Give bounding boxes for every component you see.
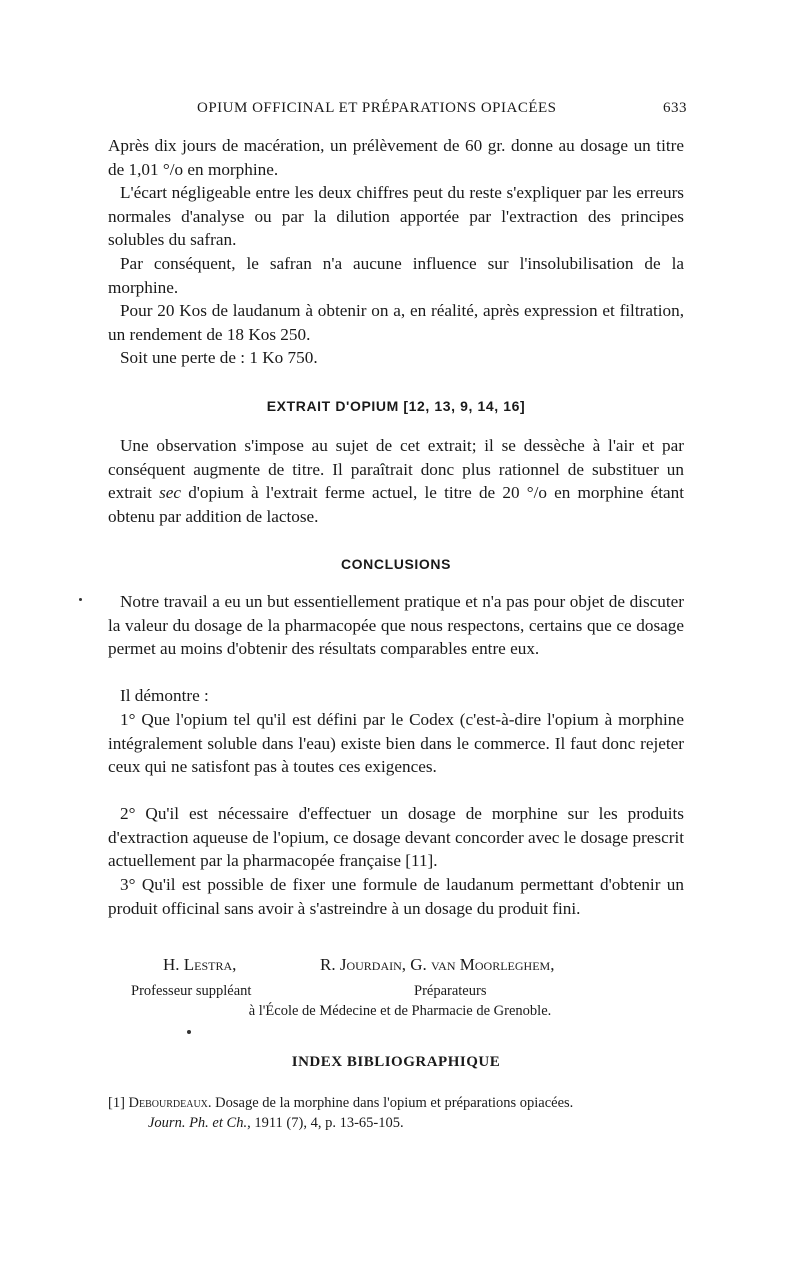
reference-journal: Journ. Ph. et Ch. <box>148 1115 248 1131</box>
margin-speck <box>187 1030 191 1034</box>
paragraph-maceration: Après dix jours de macération, un prélèvement de 60 gr. donne au dosage un titre de 1,01 °/o en morphine. <box>108 136 684 179</box>
signature-name-lestra: H. Lestra, <box>163 955 237 974</box>
paragraph-ecart: L'écart négligeable entre les deux chiffres peut du reste s'expliquer par les erreurs normales d'analyse ou par la dilution apportée par l'extraction des principes solubles du safran. <box>108 183 684 250</box>
reference-title: Dosage de la morphine dans l'opium et préparations opiacées. <box>211 1095 574 1111</box>
bibliography-heading: INDEX BIBLIOGRAPHIQUE <box>291 1054 501 1070</box>
extrait-text-before: Une observation s'impose au sujet de cet extrait; il se dessèche à l'air et par conséquent augmente de titre. Il paraîtrait donc plus rationnel de substituer un extrait <box>108 436 684 503</box>
running-head-title: OPIUM OFFICINAL ET PRÉPARATIONS OPIACÉES <box>197 100 557 116</box>
paragraph-consequent: Par conséquent, le safran n'a aucune influence sur l'insolubilisation de la morphine. <box>108 254 684 297</box>
reference-source <box>108 1113 688 1133</box>
extrait-text-italic: sec <box>159 483 182 503</box>
paragraph-rendement: Pour 20 Kos de laudanum à obtenir on a, en réalité, après expression et filtration, un rendement de 18 Kos 250. <box>108 301 684 344</box>
signature-name-jourdain-moorleghem: R. Jourdain, G. van Moorleghem, <box>320 955 555 974</box>
conclusion-point-2: 2° Qu'il est nécessaire d'effectuer un dosage de morphine sur les produits d'extraction aqueuse de l'opium, ce dosage devant concorder avec le dosage prescrit actuellement par la pharmacopée française [11]. <box>108 804 684 871</box>
conclusion-point-3: 3° Qu'il est possible de fixer une formule de laudanum permettant d'obtenir un produit officinal sans avoir à s'astreindre à un dosage du produit fini. <box>108 875 684 918</box>
signature-role-professeur: Professeur suppléant <box>131 983 252 999</box>
reference-author: Debourdeaux. <box>128 1095 212 1111</box>
extrait-text-after: d'opium à l'extrait ferme actuel, le titre de 20 °/o en morphine étant obtenu par addition de lactose. <box>108 483 684 526</box>
section-heading-extrait: EXTRAIT D'OPIUM [12, 13, 9, 14, 16] <box>266 398 526 414</box>
paragraph-conclusions-intro: Notre travail a eu un but essentiellement pratique et n'a pas pour objet de discuter la valeur du dosage de la pharmacopée que nous respectons, certains que ce dosage permet au moins d'obtenir des résultats comparables entre eux. <box>108 592 684 659</box>
paragraph-extrait <box>108 434 684 528</box>
signature-institution: à l'École de Médecine et de Pharmacie de Grenoble. <box>248 1003 552 1019</box>
running-head <box>0 100 800 124</box>
signature-role-preparateurs: Préparateurs <box>414 983 487 999</box>
reference-number: [1] <box>108 1095 125 1111</box>
reference-details: , 1911 (7), 4, p. 13-65-105. <box>247 1115 404 1131</box>
paragraph-perte: Soit une perte de : 1 Ko 750. <box>120 348 318 367</box>
conclusion-point-1: 1° Que l'opium tel qu'il est défini par le Codex (c'est-à-dire l'opium à morphine intégralement soluble dans l'eau) existe bien dans le commerce. Il faut donc rejeter ceux qui ne satisfont pas à toutes ces exigences. <box>108 710 684 777</box>
paragraph-demontre: Il démontre : <box>120 686 209 705</box>
page-number: 633 <box>663 100 687 116</box>
bibliography-entry-1 <box>108 1093 688 1133</box>
section-heading-conclusions: CONCLUSIONS <box>340 556 452 572</box>
margin-speck <box>79 598 82 601</box>
